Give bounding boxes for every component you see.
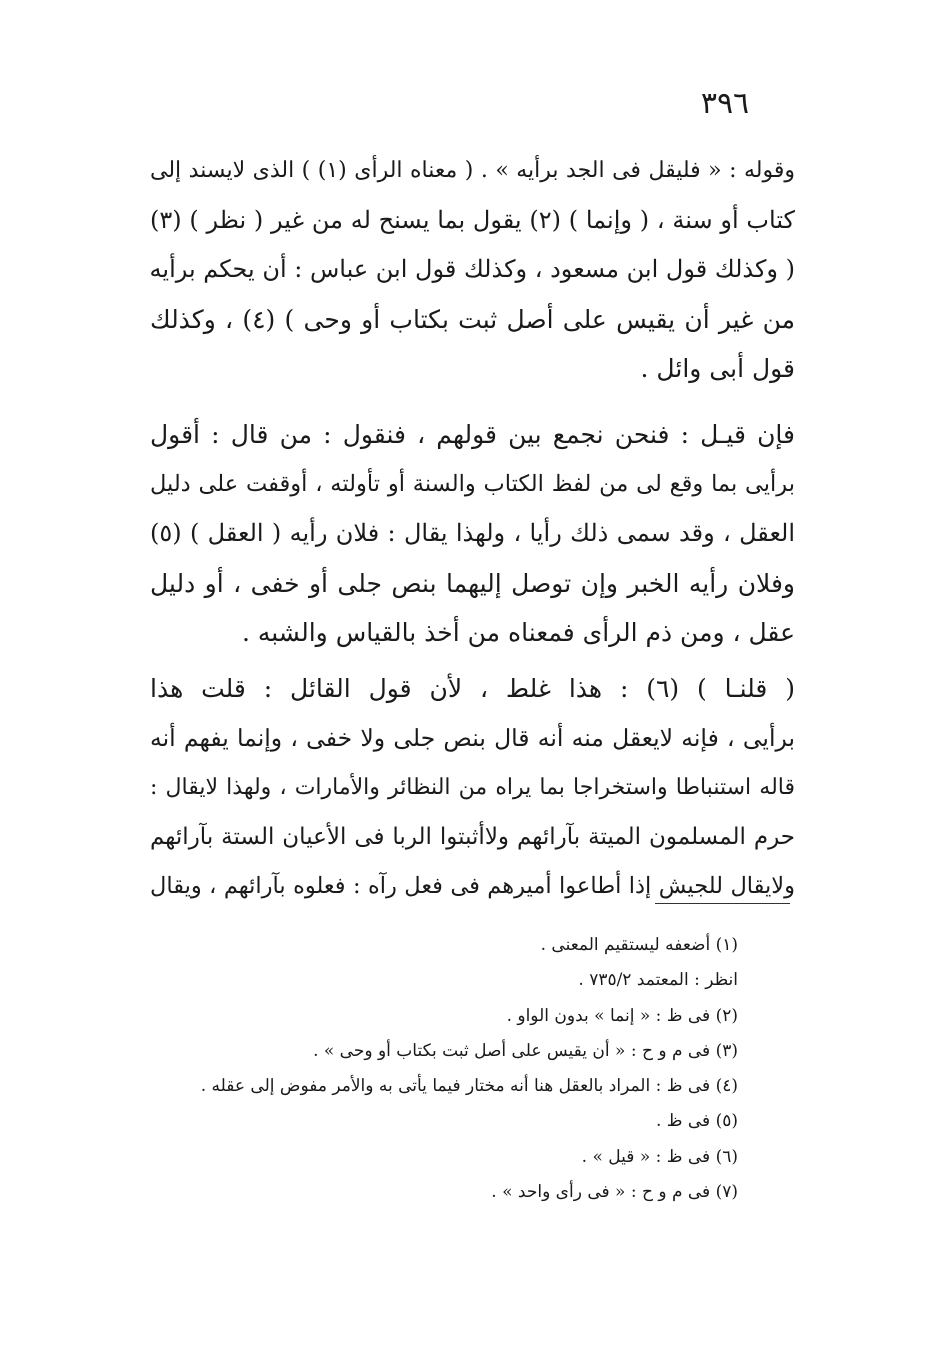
footnote: (٣) فى م و ح : « أن يقيس على أصل ثبت بكتاب أو وحى » . — [313, 1040, 738, 1061]
footnote: (١) أضعفه ليستقيم المعنى . — [540, 935, 738, 955]
text-line: وفلان رأيه الخبر وإن توصل إليهما بنص جلى أو خفى ، أو دليل — [150, 568, 795, 598]
text-line: عقل ، ومن ذم الرأى فمعناه من أخذ بالقياس والشبه . — [241, 618, 795, 648]
footnote: انظر : المعتمد ٧٣٥/٢ . — [578, 970, 738, 991]
footnote: (٧) فى م و ح : « فى رأى واحد » . — [491, 1182, 738, 1203]
text-line: وقوله : « فليقل فى الجد برأيه » . ( معناه الرأى (١) ) الذى لايسند إلى — [150, 158, 795, 183]
text-line: العقل ، وقد سمى ذلك رأيا ، ولهذا يقال : فلان رأيه ( العقل ) (٥) — [150, 519, 795, 548]
paragraph-1 — [150, 146, 795, 394]
footnote: (٢) فى ظ : « إنما » بدون الواو . — [506, 1005, 738, 1026]
footnote: (٤) فى ظ : المراد بالعقل هنا أنه مختار فيما يأتى به والأمر مفوض إلى عقله . — [200, 1076, 738, 1097]
body-text — [150, 146, 795, 912]
footnote: (٥) فى ظ . — [655, 1111, 738, 1132]
text-line: قاله استنباطا واستخراجا بما يراه من النظائر والأمارات ، ولهذا لايقال : — [150, 775, 795, 801]
text-line: برأيى بما وقع لى من لفظ الكتاب والسنة أو تأولته ، أوقفت على دليل — [150, 470, 795, 497]
text-line: فإن قيـل : فنحن نجمع بين قولهم ، فنقول : من قال : أقول — [150, 419, 795, 449]
text-line: ( وكذلك قول ابن مسعود ، وكذلك قول ابن عباس : أن يحكم برأيه — [150, 255, 795, 284]
text-line: ولايقال للجيش إذا أطاعوا أميرهم فى فعل رآه : فعلوه بآرائهم ، ويقال — [150, 873, 795, 900]
page-number: ٣٩٦ — [700, 86, 750, 121]
text-line: ( قلنـا ) (٦) : هذا غلط ، لأن قول القائل : قلت هذا — [150, 673, 795, 703]
footnote: (٦) فى ظ : « قيل » . — [581, 1146, 738, 1167]
footnote-divider — [655, 903, 790, 904]
text-line: كتاب أو سنة ، ( وإنما ) (٢) يقول بما يسنح له من غير ( نظر ) (٣) — [150, 205, 795, 234]
paragraph-3 — [150, 664, 795, 912]
text-line: حرم المسلمون الميتة بآرائهم ولاأثبتوا الربا فى الأعيان الستة بآرائهم — [150, 823, 795, 850]
text-line: قول أبى وائل . — [640, 354, 795, 384]
text-line: من غير أن يقيس على أصل ثبت بكتاب أو وحى ) (٤) ، وكذلك — [150, 304, 795, 334]
text-line: برأيى ، فإنه لايعقل منه أنه قال بنص جلى ولا خفى ، وإنما يفهم أنه — [150, 723, 795, 752]
paragraph-2 — [150, 410, 795, 658]
footnotes — [150, 928, 738, 1210]
